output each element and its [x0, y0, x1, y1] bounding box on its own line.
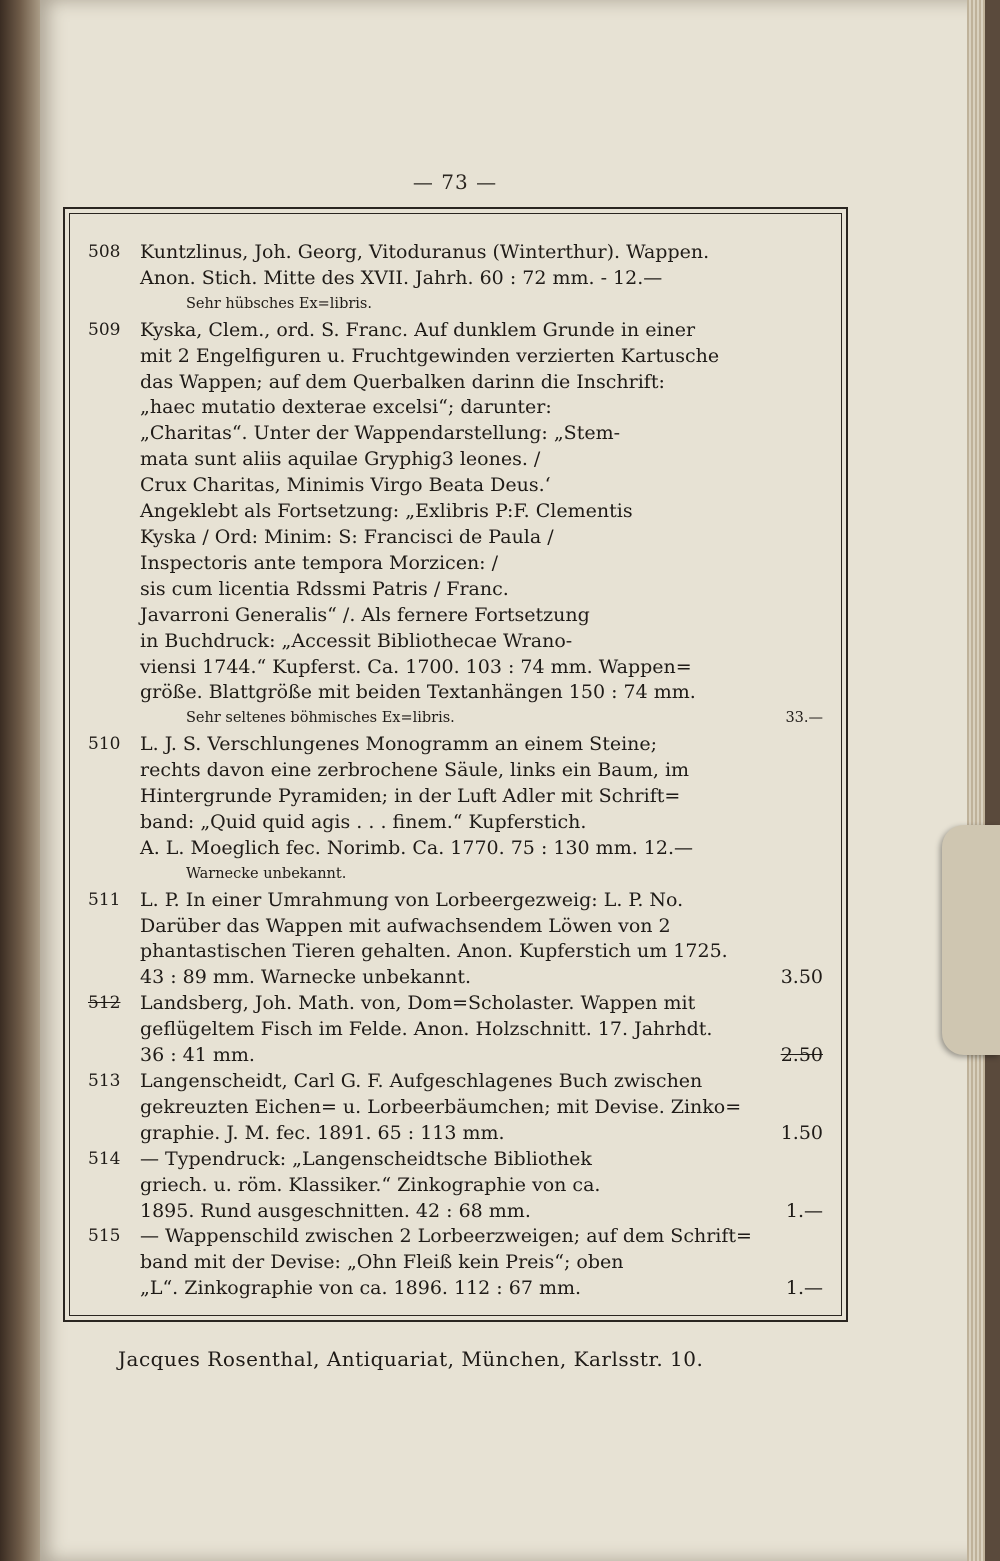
page-number: — 73 — — [412, 170, 498, 194]
entry-line: „Charitas“. Unter der Wappendarstellung: „Stem- — [140, 422, 621, 445]
entry-number: 508 — [88, 242, 121, 262]
entry-line: gekreuzten Eichen= u. Lorbeerbäumchen; mit Devise. Zinko= — [140, 1095, 742, 1118]
entry-number: 511 — [88, 889, 121, 910]
entry-number: 513 — [88, 1071, 121, 1091]
entry-511 — [88, 888, 823, 992]
entry-price: 1.— — [785, 1277, 823, 1300]
entry-line: Angeklebt als Fortsetzung: „Exlibris P:F. Clementis — [140, 500, 633, 523]
entry-line: band mit der Devise: „Ohn Fleiß kein Preis“; oben — [140, 1251, 624, 1274]
entry-line-text: graphie. J. M. fec. 1891. 65 : 113 mm. — [140, 1121, 505, 1144]
entry-line: geflügeltem Fisch im Felde. Anon. Holzschnitt. 17. Jahrhdt. — [140, 1018, 713, 1041]
publisher-footer: Jacques Rosenthal, Antiquariat, München, Karlsstr. 10. — [118, 1347, 704, 1371]
entry-line: das Wappen; auf dem Querbalken darinn die Inschrift: — [140, 370, 665, 393]
entry-512 — [88, 991, 823, 1069]
entry-line: L. P. In einer Umrahmung von Lorbeergezweig: L. P. No. — [140, 888, 684, 911]
entry-price: 1.50 — [780, 1121, 823, 1144]
entry-line: Landsberg, Joh. Math. von, Dom=Scholaster. Wappen mit — [140, 992, 696, 1015]
entry-line: viensi 1744.“ Kupferst. Ca. 1700. 103 : 74 mm. Wappen= — [140, 655, 692, 678]
entry-note-text: Sehr seltenes böhmisches Ex=libris. — [186, 710, 455, 727]
entry-508 — [88, 240, 823, 318]
entry-line: Kuntzlinus, Joh. Georg, Vitoduranus (Winterthur). Wappen. — [140, 241, 710, 263]
entry-line: L. J. S. Verschlungenes Monogramm an einem Steine; — [140, 733, 658, 756]
entry-513 — [88, 1069, 823, 1147]
entry-line: A. L. Moeglich fec. Norimb. Ca. 1770. 75 : 130 mm. 12.— — [140, 836, 694, 859]
entry-line — [140, 965, 823, 991]
entry-514 — [88, 1147, 823, 1225]
entry-line: Crux Charitas, Minimis Virgo Beata Deus.‘ — [140, 474, 551, 497]
entry-line — [140, 1199, 823, 1225]
entry-line: Anon. Stich. Mitte des XVII. Jahrh. 60 : 72 mm. ‐ 12.— — [140, 266, 663, 289]
entry-line-text: „L“. Zinkographie von ca. 1896. 112 : 67 mm. — [140, 1277, 582, 1300]
entry-number: 515 — [88, 1226, 121, 1247]
entry-line-text: 36 : 41 mm. — [140, 1044, 255, 1067]
entry-line-text: 1895. Rund ausgeschnitten. 42 : 68 mm. — [140, 1199, 531, 1222]
entry-line: Javarroni Generalis“ /. Als fernere Fortsetzung — [140, 603, 590, 626]
entry-line-text: 43 : 89 mm. Warnecke unbekannt. — [140, 966, 472, 989]
entry-line — [140, 1276, 823, 1302]
entry-note — [140, 706, 823, 732]
entry-note: Warnecke unbekannt. — [186, 865, 347, 882]
entry-line: Darüber das Wappen mit aufwachsendem Löwen von 2 — [140, 914, 671, 937]
entry-515 — [88, 1224, 823, 1302]
entry-line: sis cum licentia Rdssmi Patris / Franc. — [140, 577, 509, 600]
entry-price: 2.50 — [780, 1044, 823, 1067]
entry-price: 1.— — [785, 1199, 823, 1222]
entry-number: 514 — [88, 1148, 121, 1169]
entry-510 — [88, 732, 823, 887]
entry-price: 3.50 — [780, 966, 823, 989]
entry-line — [140, 1121, 823, 1147]
entry-line: Langenscheidt, Carl G. F. Aufgeschlagenes Buch zwischen — [140, 1070, 703, 1092]
entry-line: Inspectoris ante tempora Morzicen: / — [140, 551, 499, 574]
entry-509 — [88, 318, 823, 733]
entry-line — [140, 1043, 823, 1069]
entry-line: — Wappenschild zwischen 2 Lorbeerzweigen; auf dem Schrift= — [140, 1225, 752, 1248]
entry-line: Hintergrunde Pyramiden; in der Luft Adler mit Schrift= — [140, 785, 681, 808]
entry-line: — Typendruck: „Langenscheidtsche Bibliothek — [140, 1147, 592, 1170]
entry-price: 33.— — [785, 710, 823, 727]
entry-line: band: „Quid quid agis . . . finem.“ Kupferstich. — [140, 810, 587, 833]
catalog-entries — [88, 240, 823, 1302]
entry-line: mata sunt aliis aquilae Gryphig3 leones. / — [140, 448, 541, 471]
page-edges — [967, 0, 985, 1561]
page-clip — [942, 825, 1000, 1055]
entry-line: in Buchdruck: „Accessit Bibliothecae Wrano- — [140, 629, 573, 652]
entry-line: mit 2 Engelfiguren u. Fruchtgewinden verzierten Kartusche — [140, 344, 720, 367]
entry-line: rechts davon eine zerbrochene Säule, links ein Baum, im — [140, 759, 690, 782]
entry-line: griech. u. röm. Klassiker.“ Zinkographie von ca. — [140, 1173, 601, 1196]
entry-line: phantastischen Tieren gehalten. Anon. Kupferstich um 1725. — [140, 940, 728, 963]
entry-line: „haec mutatio dexterae excelsi“; darunter: — [140, 396, 552, 419]
entry-number: 510 — [88, 734, 121, 755]
entry-line: größe. Blattgröße mit beiden Textanhängen 150 : 74 mm. — [140, 681, 696, 704]
entry-line: Kyska, Clem., ord. S. Franc. Auf dunklem Grunde in einer — [140, 318, 696, 341]
entry-line: Kyska / Ord: Minim: S: Francisci de Paula / — [140, 525, 554, 548]
entry-number: 509 — [88, 319, 121, 340]
entry-note: Sehr hübsches Ex=libris. — [186, 295, 372, 312]
entry-number: 512 — [88, 993, 121, 1014]
